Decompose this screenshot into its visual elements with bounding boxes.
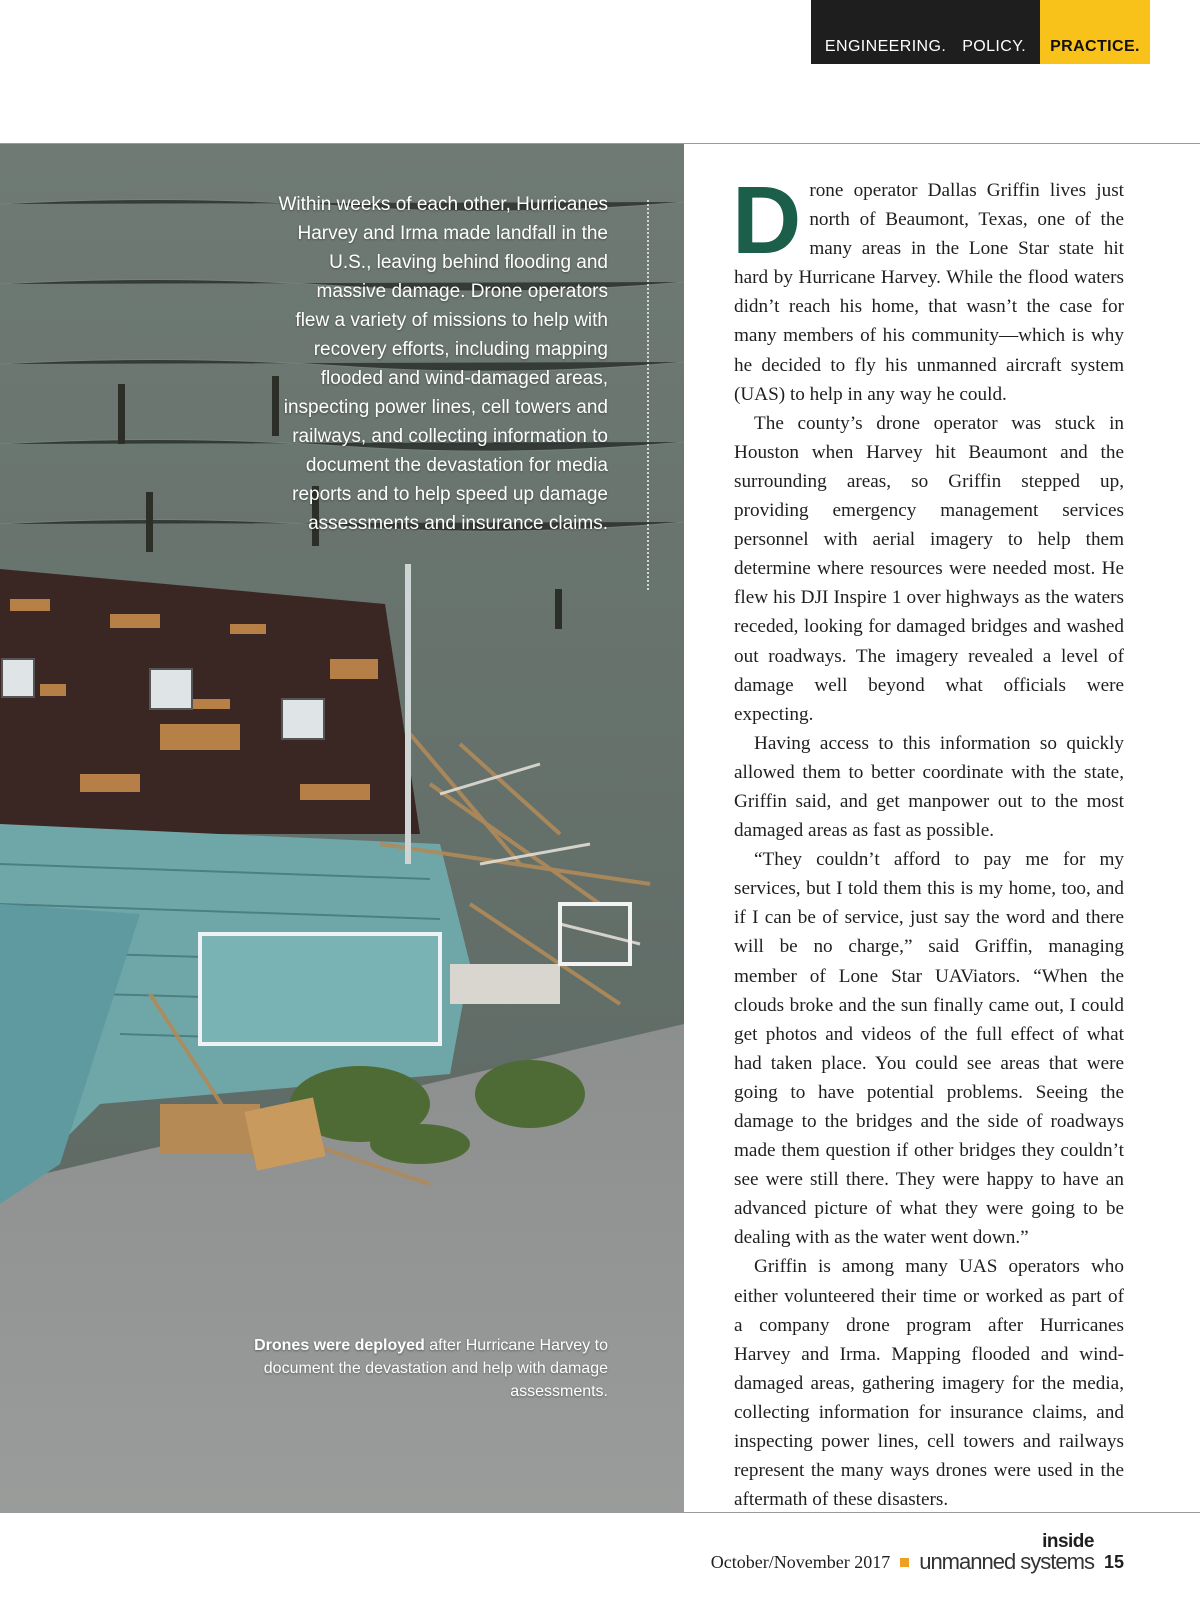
tag-practice: PRACTICE. [1040,0,1150,64]
magazine-logo [919,1532,1094,1573]
footer-square-icon [900,1558,909,1567]
tag-engineering: ENGINEERING. [824,38,947,55]
pullquote-dotted-rule [647,200,649,590]
page-number: 15 [1103,1552,1124,1572]
article-body [732,167,1124,1514]
logo-inside: inside [1042,1531,1094,1552]
article-paragraph-2: The county’s drone operator was stuck in Houston when Harvey hit Beaumont and the surrounding areas, so Griffin stepped up, providing emergency management services personnel with aerial imagery to help them determine where resources were needed most. He flew his DJI Inspire 1 over highways as the waters receded, looking for damaged bridges and washed out roadways. The imagery revealed a level of damage well beyond what officials were expecting. [734,412,1124,725]
logo-unmanned-systems: unmanned systems [919,1549,1094,1574]
section-tag-dark [811,0,1040,64]
article-paragraph-5: Griffin is among many UAS operators who either volunteered their time or worked as part of a company drone program after Hurricanes Harvey and Irma. Mapping flooded and wind-damaged areas, gathering imagery for the media, collecting information for insurance claims, and inspecting power lines, cell towers and railways represent the many ways drones were used in the aftermath of these disasters. [734,1256,1124,1511]
page-footer [711,1532,1124,1573]
section-tag [811,0,1150,64]
issue-date: October/November 2017 [710,1552,891,1572]
photo-caption [228,1334,608,1403]
bottom-rule [0,1512,1200,1513]
hurricane-damage-photo [0,144,684,1512]
article-paragraph-3: Having access to this information so quickly allowed them to better coordinate with the state, Griffin said, and get manpower out to the most damaged areas as fast as possible. [734,732,1124,842]
article-paragraph-4: “They couldn’t afford to pay me for my services, but I told them this is my home, too, and if I can be of service, just say the word and there will be no charge,” said Griffin, managing member of Lone Star UAViators. “When the clouds broke and the sun finally came out, I could get photos and videos of the full effect of what had taken place. You could see areas that were going to have potential problems. Seeing the damage to the bridges and the side of roadways made them question if other bridges they couldn’t see were still there. They were happy to have an advanced picture of what they were going to be dealing with as the water went down.” [734,849,1124,1249]
caption-lead: Drones were deployed [254,1337,425,1354]
pullquote: Within weeks of each other, Hurricanes Harvey and Irma made landfall in the U.S., leaving behind flooding and massive damage. Drone operators flew a variety of missions to help with recovery efforts, including mapping flooded and wind-damaged areas, inspecting power lines, cell towers and railways, and collecting information to document the devastation for media reports and to help speed up damage assessments and insurance claims. [278,194,608,534]
tag-policy: POLICY. [962,38,1027,55]
paragraph-1-text: rone operator Dallas Griffin lives just north of Beaumont, Texas, one of the many areas in the Lone Star state hit hard by Hurricane Harvey. While the flood waters didn’t reach his home, that wasn’t the case for many members of his community—which is why he decided to fly his unmanned aircraft system (UAS) to help in any way he could. [734,180,1124,405]
drop-cap: D [732,167,802,274]
article-paragraph-1 [732,167,1124,409]
caption-text: after Hurricane Harvey to document the devastation and help with damage assessments. [263,1337,608,1400]
